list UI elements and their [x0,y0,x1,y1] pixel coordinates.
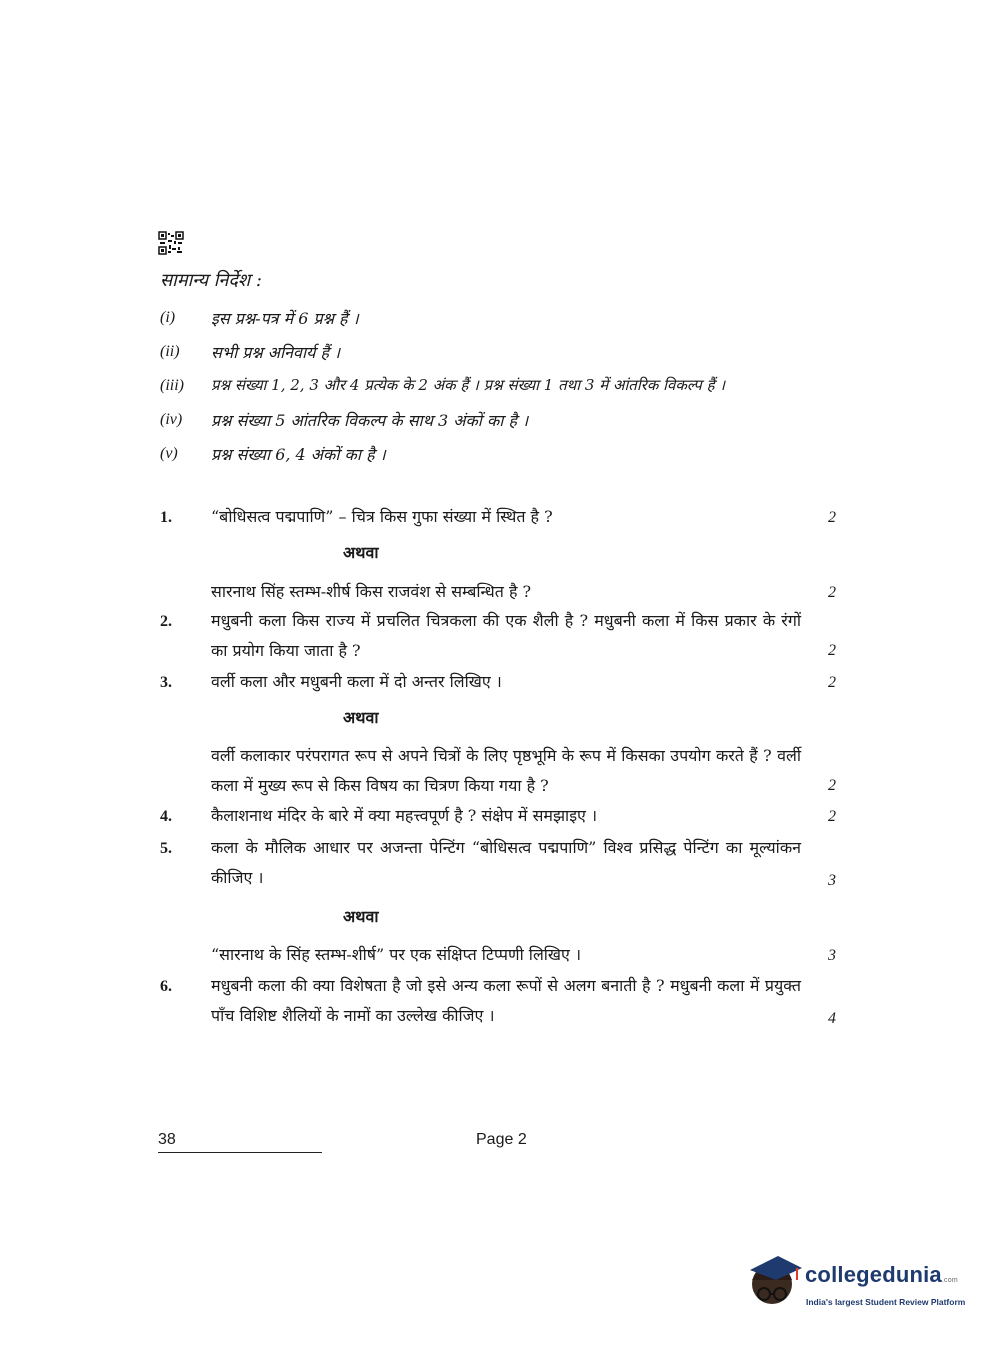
instruction-text: प्रश्न संख्या 6, 4 अंकों का है । [211,445,386,464]
question-marks: 3 [828,872,836,889]
question-marks: 2 [828,674,836,691]
question-text: वर्ली कला और मधुबनी कला में दो अन्तर लिखिए । [211,672,502,691]
brand-tagline: India's largest Student Review Platform [806,1297,966,1307]
brand-name-text: collegedunia [805,1262,942,1287]
question-text: कला के मौलिक आधार पर अजन्ता पेन्टिंग “बोधिसत्व पद्मपाणि” विश्व प्रसिद्ध पेन्टिंग का मूल्यांकन कीजिए । [211,838,801,887]
question-text: मधुबनी कला की क्या विशेषता है जो इसे अन्य कला रूपों से अलग बनाती है ? मधुबनी कला में प्रयुक्त पाँच विशिष्ट शैलियों के नामों का उल्लेख कीजिए । [211,976,801,1025]
brand-tld: .com [941,1277,958,1284]
or-label: अथवा [343,543,379,562]
instruction-text: इस प्रश्न-पत्र में 6 प्रश्न हैं । [211,309,359,328]
question-text: मधुबनी कला किस राज्य में प्रचलित चित्रकला की एक शैली है ? मधुबनी कला में किस प्रकार के रंगों का प्रयोग किया जाता है ? [211,611,801,660]
page-number: Page 2 [476,1131,527,1148]
question-text: कैलाशनाथ मंदिर के बारे में क्या महत्त्वपूर्ण है ? संक्षेप में समझाइए । [211,806,598,825]
question-number: 1. [160,509,172,526]
question-marks: 4 [828,1010,836,1027]
instructions-heading: सामान्य निर्देश : [160,270,262,291]
question-marks: 2 [828,584,836,601]
instruction-text: प्रश्न संख्या 5 आंतरिक विकल्प के साथ 3 अंकों का है । [211,411,529,430]
instruction-number: (v) [160,445,178,462]
question-number: 4. [160,808,172,825]
paper-code: 38 [158,1131,176,1148]
brand-name [805,1262,958,1288]
or-label: अथवा [343,907,379,926]
question-marks: 2 [828,642,836,659]
qr-code-icon [158,231,184,255]
question-marks: 2 [828,808,836,825]
question-number: 5. [160,840,172,857]
footer-divider [158,1152,322,1153]
question-marks: 2 [828,777,836,794]
or-label: अथवा [343,708,379,727]
instruction-text: सभी प्रश्न अनिवार्य हैं । [211,343,341,362]
question-text: सारनाथ सिंह स्तम्भ-शीर्ष किस राजवंश से सम्बन्धित है ? [211,582,532,601]
instruction-text: प्रश्न संख्या 1, 2, 3 और 4 प्रत्येक के 2 अंक हैं । प्रश्न संख्या 1 तथा 3 में आंतरिक विकल्प हैं । [211,376,726,394]
question-number: 6. [160,978,172,995]
question-number: 2. [160,613,172,630]
question-marks: 2 [828,509,836,526]
instruction-number: (i) [160,309,176,326]
question-marks: 3 [828,947,836,964]
question-number: 3. [160,674,172,691]
question-text: “बोधिसत्व पद्मपाणि” – चित्र किस गुफा संख्या में स्थित है ? [211,507,553,526]
instruction-number: (iv) [160,411,183,428]
question-text: वर्ली कलाकार परंपरागत रूप से अपने चित्रों के लिए पृष्ठभूमि के रूप में किसका उपयोग करते हैं ? वर्ली कला में मुख्य रूप से किस विषय का चित्रण किया गया है ? [211,746,801,795]
question-text: “सारनाथ के सिंह स्तम्भ-शीर्ष” पर एक संक्षिप्त टिप्पणी लिखिए । [211,945,582,964]
instruction-number: (ii) [160,343,180,360]
instruction-number: (iii) [160,377,184,394]
